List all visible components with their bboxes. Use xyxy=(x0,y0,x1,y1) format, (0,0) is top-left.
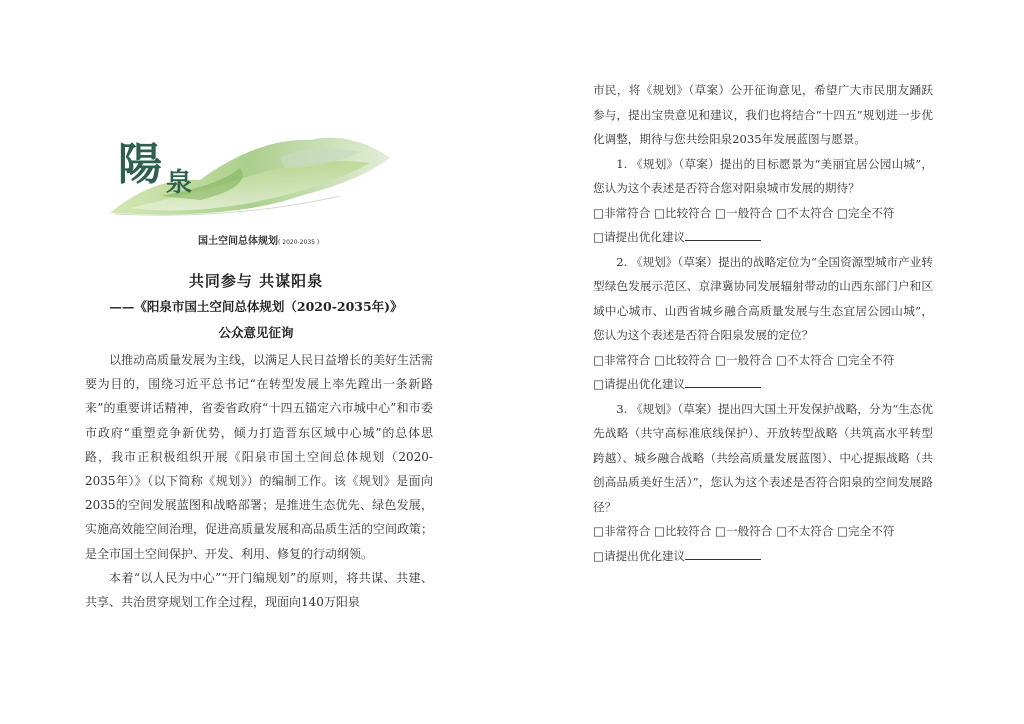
question-2-suggest[interactable] xyxy=(593,372,933,397)
plan-subtitle-text: 国土空间总体规划 xyxy=(198,236,278,247)
logo-char-yang: 陽 xyxy=(118,139,162,190)
question-1-options[interactable]: □非常符合 □比较符合 □一般符合 □不太符合 □完全不符 xyxy=(593,205,895,220)
question-2: 2. 《规划》（草案）提出的战略定位为“全国资源型城市产业转型绿色发展示范区、京津冀协同发展辐射带动的山西东部门户和区域中心城市、山西省城乡融合高质量发展与生态宜居公园山城”，您认为这个表述是否符合阳泉发展的定位？ xyxy=(593,254,933,342)
question-3-suggest[interactable] xyxy=(593,544,933,569)
plan-subtitle xyxy=(198,232,319,247)
logo-char-quan: 泉 xyxy=(166,168,193,198)
suggest-label: □请提出优化建议 xyxy=(593,230,686,244)
notice-title: 公众意见征询 xyxy=(218,325,294,340)
question-3: 3. 《规划》（草案）提出四大国土开发保护战略，分为“生态优先战略（共守高标准底线保护）、开放转型战略（共筑高水平转型跨越）、城乡融合战略（共绘高质量发展蓝图）、中心提振战略（共创高品质美好生活）”，您认为这个表述是否符合阳泉的空间发展路径？ xyxy=(593,401,933,514)
suggest-blank[interactable] xyxy=(685,547,761,560)
intro-paragraph-1: 以推动高质量发展为主线，以满足人民日益增长的美好生活需要为目的，围绕习近平总书记“在转型发展上率先蹚出一条新路来”的重要讲话精神，省委省政府“十四五锚定六市城中心”和市委市政府“重塑竞争新优势，倾力打造晋东区域中心城”的总体思路，我市正积极组织开展《阳泉市国土空间总体规划（2020-2035年）》（以下简称《规划》）的编制工作。该《规划》是面向2035的空间发展蓝图和战略部署；是推进生态优先、绿色发展，实施高效能空间治理，促进高质量发展和高品质生活的空间政策；是全市国土空间保护、开发、利用、修复的行动纲领。 xyxy=(85,353,434,561)
plan-years: ( 2020-2035 ) xyxy=(278,239,320,246)
question-2-options[interactable]: □非常符合 □比较符合 □一般符合 □不太符合 □完全不符 xyxy=(593,352,895,367)
intro-text xyxy=(85,348,433,614)
question-3-options[interactable]: □非常符合 □比较符合 □一般符合 □不太符合 □完全不符 xyxy=(593,524,895,538)
suggest-blank[interactable] xyxy=(685,375,761,388)
suggest-label: □请提出优化建议 xyxy=(593,377,686,391)
continuation-paragraph: 市民，将《规划》（草案）公开征询意见，希望广大市民朋友踊跃参与，提出宝贵意见和建议，我们也将结合“十四五”规划进一步优化调整，期待与您共绘阳泉2035年发展蓝图与愿景。 xyxy=(593,83,933,146)
sub-title: ——《阳泉市国土空间总体规划（2020-2035年)》 xyxy=(109,299,403,314)
main-title: 共同参与 共谋阳泉 xyxy=(188,272,324,290)
intro-paragraph-2: 本着“以人民为中心”“开门编规划”的原则，将共谋、共建、共享、共治贯穿规划工作全过程，现面向140万阳泉 xyxy=(85,570,433,610)
question-1: 1. 《规划》（草案）提出的目标愿景为“美丽宜居公园山城”，您认为这个表述是否符合您对阳泉城市发展的期待？ xyxy=(593,156,933,195)
question-1-suggest[interactable] xyxy=(593,225,933,250)
suggest-blank[interactable] xyxy=(685,228,761,241)
right-page-text xyxy=(593,78,933,568)
suggest-label: □请提出优化建议 xyxy=(593,548,686,563)
